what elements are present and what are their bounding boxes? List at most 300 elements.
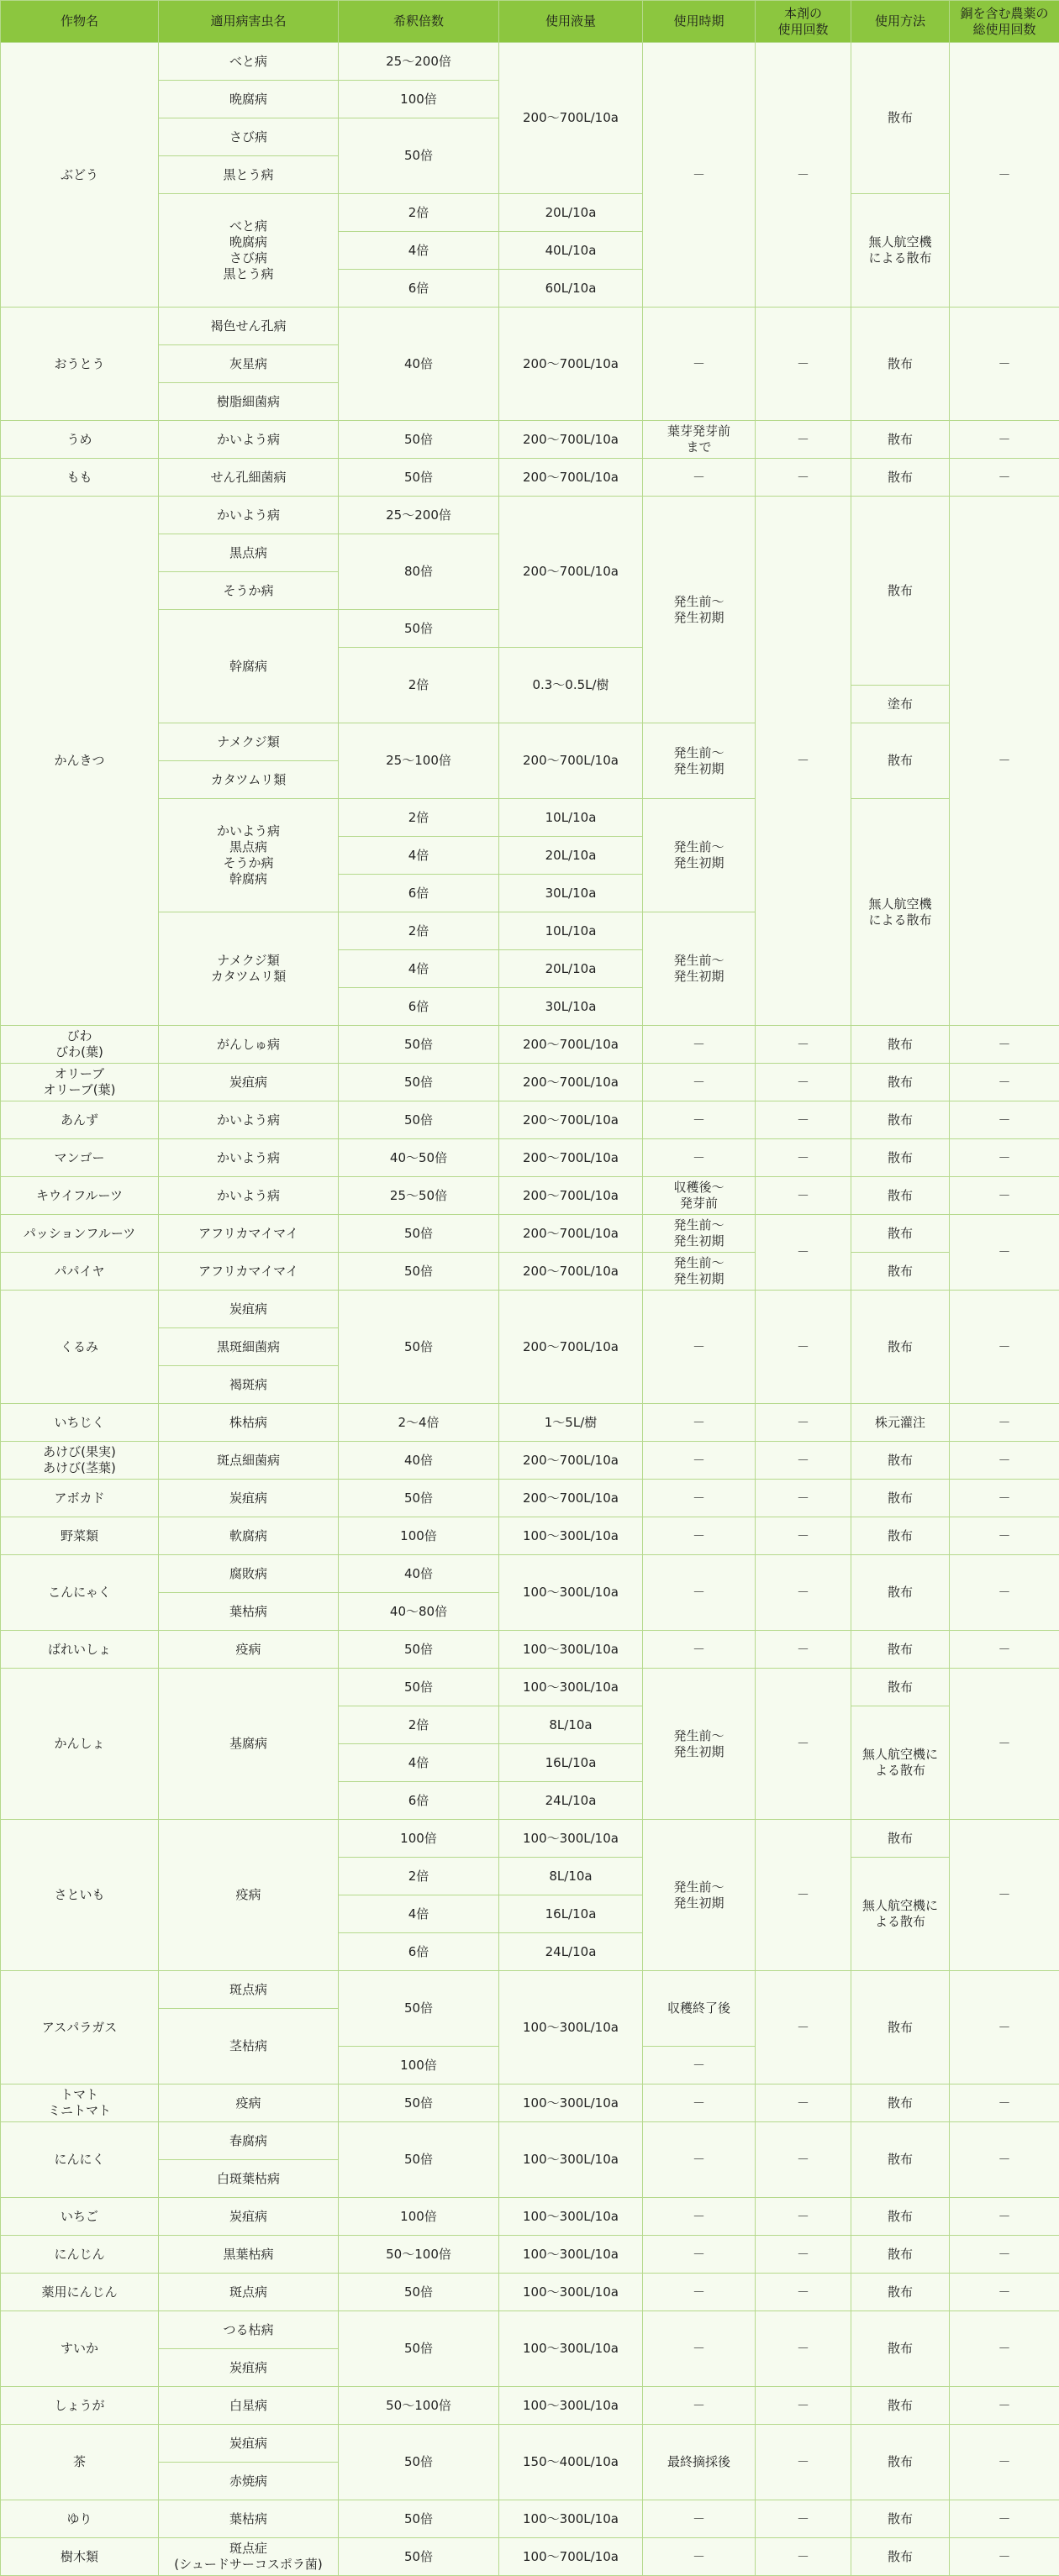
table-cell: 株元灌注 xyxy=(851,1404,950,1442)
table-cell: 50倍 xyxy=(339,459,499,497)
table-cell: 幹腐病 xyxy=(159,610,339,723)
table-cell: 200～700L/10a xyxy=(499,459,643,497)
table-cell: 50倍 xyxy=(339,1026,499,1064)
table-cell: 散布 xyxy=(851,2084,950,2122)
table-cell: 4倍 xyxy=(339,232,499,270)
table-cell: － xyxy=(756,2387,851,2425)
table-cell: 25～200倍 xyxy=(339,43,499,81)
table-cell: － xyxy=(756,1631,851,1669)
table-cell: － xyxy=(643,1442,756,1480)
table-cell: 150～400L/10a xyxy=(499,2425,643,2500)
table-cell: － xyxy=(643,2387,756,2425)
table-row xyxy=(1,194,1059,232)
table-cell: 4倍 xyxy=(339,837,499,875)
table-cell: － xyxy=(756,1291,851,1404)
table-cell: 発生前～ 発生初期 xyxy=(643,1215,756,1253)
table-cell: 灰星病 xyxy=(159,345,339,383)
header-use-count: 本剤の 使用回数 xyxy=(756,1,851,43)
table-cell: 葉枯病 xyxy=(159,1593,339,1631)
table-cell: 赤焼病 xyxy=(159,2463,339,2500)
table-cell: － xyxy=(950,1631,1059,1669)
table-cell: 20L/10a xyxy=(499,950,643,988)
table-cell: 黒葉枯病 xyxy=(159,2236,339,2274)
table-cell: 散布 xyxy=(851,1820,950,1858)
table-cell: － xyxy=(756,497,851,1026)
table-cell: － xyxy=(950,2387,1059,2425)
table-row xyxy=(1,2236,1059,2274)
table-cell: 50倍 xyxy=(339,2122,499,2198)
table-cell: 散布 xyxy=(851,1253,950,1291)
table-cell: － xyxy=(756,459,851,497)
table-cell: 樹木類 xyxy=(1,2538,159,2576)
table-cell: 散布 xyxy=(851,1177,950,1215)
table-row xyxy=(1,2425,1059,2463)
table-cell: 2倍 xyxy=(339,912,499,950)
table-row xyxy=(1,1064,1059,1101)
table-row xyxy=(1,723,1059,761)
table-row xyxy=(1,2122,1059,2160)
table-cell: － xyxy=(643,1291,756,1404)
table-cell: 6倍 xyxy=(339,270,499,308)
table-cell: 発生前～ 発生初期 xyxy=(643,723,756,799)
table-row xyxy=(1,1971,1059,2009)
table-cell: 散布 xyxy=(851,1064,950,1101)
table-cell: 散布 xyxy=(851,43,950,194)
table-cell: － xyxy=(756,2425,851,2500)
table-cell: 100倍 xyxy=(339,2047,499,2084)
table-cell: 200～700L/10a xyxy=(499,723,643,799)
table-cell: 斑点細菌病 xyxy=(159,1442,339,1480)
table-cell: 斑点病 xyxy=(159,2274,339,2311)
table-cell: そうか病 xyxy=(159,572,339,610)
table-cell: 200～700L/10a xyxy=(499,497,643,648)
table-cell: － xyxy=(643,1631,756,1669)
table-cell: 疫病 xyxy=(159,1631,339,1669)
table-row xyxy=(1,2500,1059,2538)
table-cell: － xyxy=(756,421,851,459)
table-cell: 100～300L/10a xyxy=(499,2311,643,2387)
table-row xyxy=(1,1820,1059,1858)
table-cell: － xyxy=(950,1555,1059,1631)
table-cell: － xyxy=(643,2198,756,2236)
table-cell: せん孔細菌病 xyxy=(159,459,339,497)
table-cell: － xyxy=(643,1555,756,1631)
table-row xyxy=(1,308,1059,345)
table-cell: － xyxy=(643,2047,756,2084)
table-cell: 50～100倍 xyxy=(339,2387,499,2425)
table-cell: － xyxy=(643,1139,756,1177)
table-cell: にんじん xyxy=(1,2236,159,2274)
table-cell: 散布 xyxy=(851,2387,950,2425)
table-cell: 30L/10a xyxy=(499,875,643,912)
table-cell: くるみ xyxy=(1,1291,159,1404)
table-cell: 葉芽発芽前 まで xyxy=(643,421,756,459)
table-cell: あけび(果実) あけび(茎葉) xyxy=(1,1442,159,1480)
table-cell: つる枯病 xyxy=(159,2311,339,2349)
table-row xyxy=(1,1101,1059,1139)
table-cell: － xyxy=(756,1517,851,1555)
table-cell: － xyxy=(950,1480,1059,1517)
table-cell: 200～700L/10a xyxy=(499,1026,643,1064)
table-row xyxy=(1,799,1059,837)
table-row xyxy=(1,1026,1059,1064)
table-cell: － xyxy=(950,2236,1059,2274)
table-cell: 無人航空機に よる散布 xyxy=(851,1858,950,1971)
table-cell: － xyxy=(756,2236,851,2274)
table-cell: 24L/10a xyxy=(499,1933,643,1971)
table-cell: － xyxy=(950,1442,1059,1480)
table-row xyxy=(1,2387,1059,2425)
table-cell: パッションフルーツ xyxy=(1,1215,159,1253)
table-cell: 20L/10a xyxy=(499,837,643,875)
table-cell: － xyxy=(643,2500,756,2538)
table-cell: ぶどう xyxy=(1,43,159,308)
table-cell: － xyxy=(950,1291,1059,1404)
table-cell: 散布 xyxy=(851,1517,950,1555)
table-cell: 4倍 xyxy=(339,1744,499,1782)
table-cell: 200～700L/10a xyxy=(499,1442,643,1480)
table-cell: 葉枯病 xyxy=(159,2500,339,2538)
table-cell: － xyxy=(950,2311,1059,2387)
table-cell: 100～300L/10a xyxy=(499,2122,643,2198)
table-cell: 4倍 xyxy=(339,950,499,988)
table-cell: 6倍 xyxy=(339,1782,499,1820)
table-row xyxy=(1,2084,1059,2122)
table-row xyxy=(1,421,1059,459)
table-cell: － xyxy=(756,1669,851,1820)
table-cell: 100～300L/10a xyxy=(499,2084,643,2122)
table-cell: 100～300L/10a xyxy=(499,1971,643,2084)
table-cell: 無人航空機に よる散布 xyxy=(851,1706,950,1820)
table-cell: 30L/10a xyxy=(499,988,643,1026)
table-cell: 収穫後～ 発芽前 xyxy=(643,1177,756,1215)
table-cell: － xyxy=(643,1480,756,1517)
table-cell: 50倍 xyxy=(339,118,499,194)
table-cell: 褐色せん孔病 xyxy=(159,308,339,345)
table-cell: 100～300L/10a xyxy=(499,2500,643,2538)
table-cell: 散布 xyxy=(851,2274,950,2311)
table-cell: － xyxy=(643,43,756,308)
table-cell: すいか xyxy=(1,2311,159,2387)
table-cell: 薬用にんじん xyxy=(1,2274,159,2311)
table-cell: － xyxy=(756,2122,851,2198)
table-cell: 40L/10a xyxy=(499,232,643,270)
table-cell: 疫病 xyxy=(159,1820,339,1971)
table-cell: 6倍 xyxy=(339,988,499,1026)
table-cell: － xyxy=(756,1215,851,1291)
table-cell: － xyxy=(950,1215,1059,1291)
table-cell: － xyxy=(643,2084,756,2122)
table-cell: 散布 xyxy=(851,2425,950,2500)
table-cell: かいよう病 xyxy=(159,1177,339,1215)
table-cell: 野菜類 xyxy=(1,1517,159,1555)
table-cell: － xyxy=(950,2500,1059,2538)
table-cell: － xyxy=(950,1139,1059,1177)
table-cell: がんしゅ病 xyxy=(159,1026,339,1064)
table-cell: かんしょ xyxy=(1,1669,159,1820)
table-cell: 40～50倍 xyxy=(339,1139,499,1177)
table-cell: － xyxy=(643,2236,756,2274)
table-cell: 2～4倍 xyxy=(339,1404,499,1442)
table-cell: － xyxy=(756,1026,851,1064)
table-cell: 40倍 xyxy=(339,308,499,421)
table-cell: 無人航空機 による散布 xyxy=(851,799,950,1026)
table-cell: かいよう病 xyxy=(159,421,339,459)
table-cell: 50倍 xyxy=(339,1253,499,1291)
table-cell: カタツムリ類 xyxy=(159,761,339,799)
table-cell: 茶 xyxy=(1,2425,159,2500)
table-cell: 200～700L/10a xyxy=(499,1064,643,1101)
table-cell: 散布 xyxy=(851,1442,950,1480)
table-cell: 発生前～ 発生初期 xyxy=(643,1820,756,1971)
table-cell: 40～80倍 xyxy=(339,1593,499,1631)
table-cell: うめ xyxy=(1,421,159,459)
table-cell: 50倍 xyxy=(339,1971,499,2047)
table-cell: 200～700L/10a xyxy=(499,1139,643,1177)
table-cell: 無人航空機 による散布 xyxy=(851,194,950,308)
table-cell: かいよう病 xyxy=(159,1139,339,1177)
table-cell: 散布 xyxy=(851,723,950,799)
table-cell: 10L/10a xyxy=(499,799,643,837)
table-header xyxy=(1,1,1059,43)
table-cell: かいよう病 黒点病 そうか病 幹腐病 xyxy=(159,799,339,912)
table-cell: － xyxy=(756,2084,851,2122)
table-cell: 炭疽病 xyxy=(159,2425,339,2463)
table-cell: 100倍 xyxy=(339,81,499,118)
table-cell: 50倍 xyxy=(339,610,499,648)
header-target-disease: 適用病害虫名 xyxy=(159,1,339,43)
table-cell: パパイヤ xyxy=(1,1253,159,1291)
table-cell: 散布 xyxy=(851,2500,950,2538)
table-cell: いちじく xyxy=(1,1404,159,1442)
table-cell: 100～300L/10a xyxy=(499,1669,643,1706)
table-cell: － xyxy=(643,1517,756,1555)
table-cell: 炭疽病 xyxy=(159,1480,339,1517)
table-cell: 50倍 xyxy=(339,2274,499,2311)
table-cell: － xyxy=(950,1820,1059,1971)
table-cell: ナメクジ類 カタツムリ類 xyxy=(159,912,339,1026)
table-cell: － xyxy=(643,1026,756,1064)
header-crop: 作物名 xyxy=(1,1,159,43)
table-cell: 春腐病 xyxy=(159,2122,339,2160)
table-cell: 50倍 xyxy=(339,1631,499,1669)
table-cell: 60L/10a xyxy=(499,270,643,308)
table-cell: 20L/10a xyxy=(499,194,643,232)
table-cell: 200～700L/10a xyxy=(499,1253,643,1291)
table-cell: － xyxy=(756,1442,851,1480)
table-cell: べと病 xyxy=(159,43,339,81)
table-cell: アスパラガス xyxy=(1,1971,159,2084)
table-cell: 50倍 xyxy=(339,2084,499,2122)
table-cell: 16L/10a xyxy=(499,1895,643,1933)
table-cell: 2倍 xyxy=(339,194,499,232)
table-cell: 散布 xyxy=(851,1101,950,1139)
table-row xyxy=(1,1177,1059,1215)
table-cell: しょうが xyxy=(1,2387,159,2425)
table-cell: 散布 xyxy=(851,2198,950,2236)
table-cell: 50倍 xyxy=(339,2425,499,2500)
table-cell: － xyxy=(756,1139,851,1177)
table-cell: － xyxy=(950,2198,1059,2236)
table-cell: 100～700L/10a xyxy=(499,2538,643,2576)
table-cell: 黒点病 xyxy=(159,534,339,572)
table-row xyxy=(1,2274,1059,2311)
table-cell: 散布 xyxy=(851,1480,950,1517)
table-cell: 24L/10a xyxy=(499,1782,643,1820)
table-cell: － xyxy=(756,308,851,421)
table-cell: 50倍 xyxy=(339,2538,499,2576)
table-cell: 斑点病 xyxy=(159,1971,339,2009)
table-cell: 散布 xyxy=(851,1971,950,2084)
table-cell: かんきつ xyxy=(1,497,159,1026)
table-cell: － xyxy=(950,2122,1059,2198)
table-cell: － xyxy=(950,1026,1059,1064)
table-cell: － xyxy=(756,1480,851,1517)
table-cell: － xyxy=(950,1971,1059,2084)
table-cell: 100倍 xyxy=(339,2198,499,2236)
table-cell: アフリカマイマイ xyxy=(159,1215,339,1253)
table-cell: 100～300L/10a xyxy=(499,1555,643,1631)
table-row xyxy=(1,1555,1059,1593)
table-cell: 散布 xyxy=(851,421,950,459)
table-cell: － xyxy=(643,2274,756,2311)
table-cell: 2倍 xyxy=(339,799,499,837)
table-cell: － xyxy=(756,1101,851,1139)
table-row xyxy=(1,43,1059,81)
table-cell: 200～700L/10a xyxy=(499,1291,643,1404)
table-cell: にんにく xyxy=(1,2122,159,2198)
table-cell: － xyxy=(643,1404,756,1442)
table-cell: オリーブ オリーブ(葉) xyxy=(1,1064,159,1101)
table-cell: 散布 xyxy=(851,1631,950,1669)
table-cell: いちご xyxy=(1,2198,159,2236)
table-cell: 散布 xyxy=(851,497,950,686)
table-cell: こんにゃく xyxy=(1,1555,159,1631)
table-cell: － xyxy=(756,1971,851,2084)
table-cell: － xyxy=(950,459,1059,497)
table-body xyxy=(1,43,1059,2576)
header-row xyxy=(1,1,1059,43)
table-cell: 25～200倍 xyxy=(339,497,499,534)
table-cell: － xyxy=(756,1555,851,1631)
table-cell: － xyxy=(950,2425,1059,2500)
table-cell: 100～300L/10a xyxy=(499,2274,643,2311)
table-row xyxy=(1,1480,1059,1517)
table-cell: 最終摘採後 xyxy=(643,2425,756,2500)
table-cell: 散布 xyxy=(851,1139,950,1177)
table-cell: － xyxy=(950,1177,1059,1215)
table-cell: 100～300L/10a xyxy=(499,2236,643,2274)
table-row xyxy=(1,1139,1059,1177)
table-cell: ナメクジ類 xyxy=(159,723,339,761)
table-cell: あんず xyxy=(1,1101,159,1139)
table-cell: 25～50倍 xyxy=(339,1177,499,1215)
table-cell: 散布 xyxy=(851,2236,950,2274)
table-cell: － xyxy=(950,1517,1059,1555)
table-cell: 黒斑細菌病 xyxy=(159,1328,339,1366)
table-row xyxy=(1,2538,1059,2576)
table-cell: 散布 xyxy=(851,1026,950,1064)
table-row xyxy=(1,1631,1059,1669)
table-cell: 200～700L/10a xyxy=(499,421,643,459)
table-cell: アフリカマイマイ xyxy=(159,1253,339,1291)
table-row xyxy=(1,459,1059,497)
table-cell: － xyxy=(756,2198,851,2236)
table-row xyxy=(1,1442,1059,1480)
table-cell: 100～300L/10a xyxy=(499,1517,643,1555)
table-cell: － xyxy=(950,1669,1059,1820)
table-cell: 2倍 xyxy=(339,648,499,723)
table-cell: 2倍 xyxy=(339,1858,499,1895)
table-cell: 晩腐病 xyxy=(159,81,339,118)
table-cell: 16L/10a xyxy=(499,1744,643,1782)
table-cell: － xyxy=(950,2084,1059,2122)
table-cell: 炭疽病 xyxy=(159,2198,339,2236)
table-cell: 50倍 xyxy=(339,2311,499,2387)
table-cell: 発生前～ 発生初期 xyxy=(643,912,756,1026)
table-cell: 白星病 xyxy=(159,2387,339,2425)
table-cell: 10L/10a xyxy=(499,912,643,950)
table-cell: 褐斑病 xyxy=(159,1366,339,1404)
table-cell: 50倍 xyxy=(339,1215,499,1253)
table-cell: 6倍 xyxy=(339,1933,499,1971)
table-cell: 200～700L/10a xyxy=(499,1215,643,1253)
table-cell: 100～300L/10a xyxy=(499,2198,643,2236)
table-cell: べと病 晩腐病 さび病 黒とう病 xyxy=(159,194,339,308)
table-cell: － xyxy=(756,1404,851,1442)
table-cell: 散布 xyxy=(851,2538,950,2576)
table-cell: 樹脂細菌病 xyxy=(159,383,339,421)
table-cell: 白斑葉枯病 xyxy=(159,2160,339,2198)
table-cell: 40倍 xyxy=(339,1555,499,1593)
table-row xyxy=(1,1404,1059,1442)
table-cell: 基腐病 xyxy=(159,1669,339,1820)
table-cell: おうとう xyxy=(1,308,159,421)
table-cell: 散布 xyxy=(851,1555,950,1631)
table-cell: ばれいしょ xyxy=(1,1631,159,1669)
table-cell: － xyxy=(756,2500,851,2538)
table-cell: 1～5L/樹 xyxy=(499,1404,643,1442)
table-cell: － xyxy=(950,2538,1059,2576)
table-cell: － xyxy=(950,1101,1059,1139)
table-cell: 50倍 xyxy=(339,1101,499,1139)
header-liquid-amount: 使用液量 xyxy=(499,1,643,43)
table-cell: 200～700L/10a xyxy=(499,43,643,194)
table-cell: 200～700L/10a xyxy=(499,1177,643,1215)
table-cell: 発生前～ 発生初期 xyxy=(643,1669,756,1820)
table-cell: － xyxy=(950,308,1059,421)
table-cell: もも xyxy=(1,459,159,497)
header-timing: 使用時期 xyxy=(643,1,756,43)
table-cell: 80倍 xyxy=(339,534,499,610)
table-cell: 腐敗病 xyxy=(159,1555,339,1593)
table-cell: さび病 xyxy=(159,118,339,156)
table-cell: 100倍 xyxy=(339,1517,499,1555)
table-cell: 発生前～ 発生初期 xyxy=(643,497,756,723)
table-row xyxy=(1,1517,1059,1555)
table-cell: びわ びわ(葉) xyxy=(1,1026,159,1064)
table-cell: 200～700L/10a xyxy=(499,1480,643,1517)
table-cell: － xyxy=(950,1404,1059,1442)
table-cell: 散布 xyxy=(851,2122,950,2198)
table-cell: 疫病 xyxy=(159,2084,339,2122)
header-method: 使用方法 xyxy=(851,1,950,43)
table-cell: 100倍 xyxy=(339,1820,499,1858)
header-copper-total-count: 銅を含む農薬の 総使用回数 xyxy=(950,1,1059,43)
table-cell: 8L/10a xyxy=(499,1706,643,1744)
table-cell: 散布 xyxy=(851,1215,950,1253)
table-cell: 50～100倍 xyxy=(339,2236,499,2274)
